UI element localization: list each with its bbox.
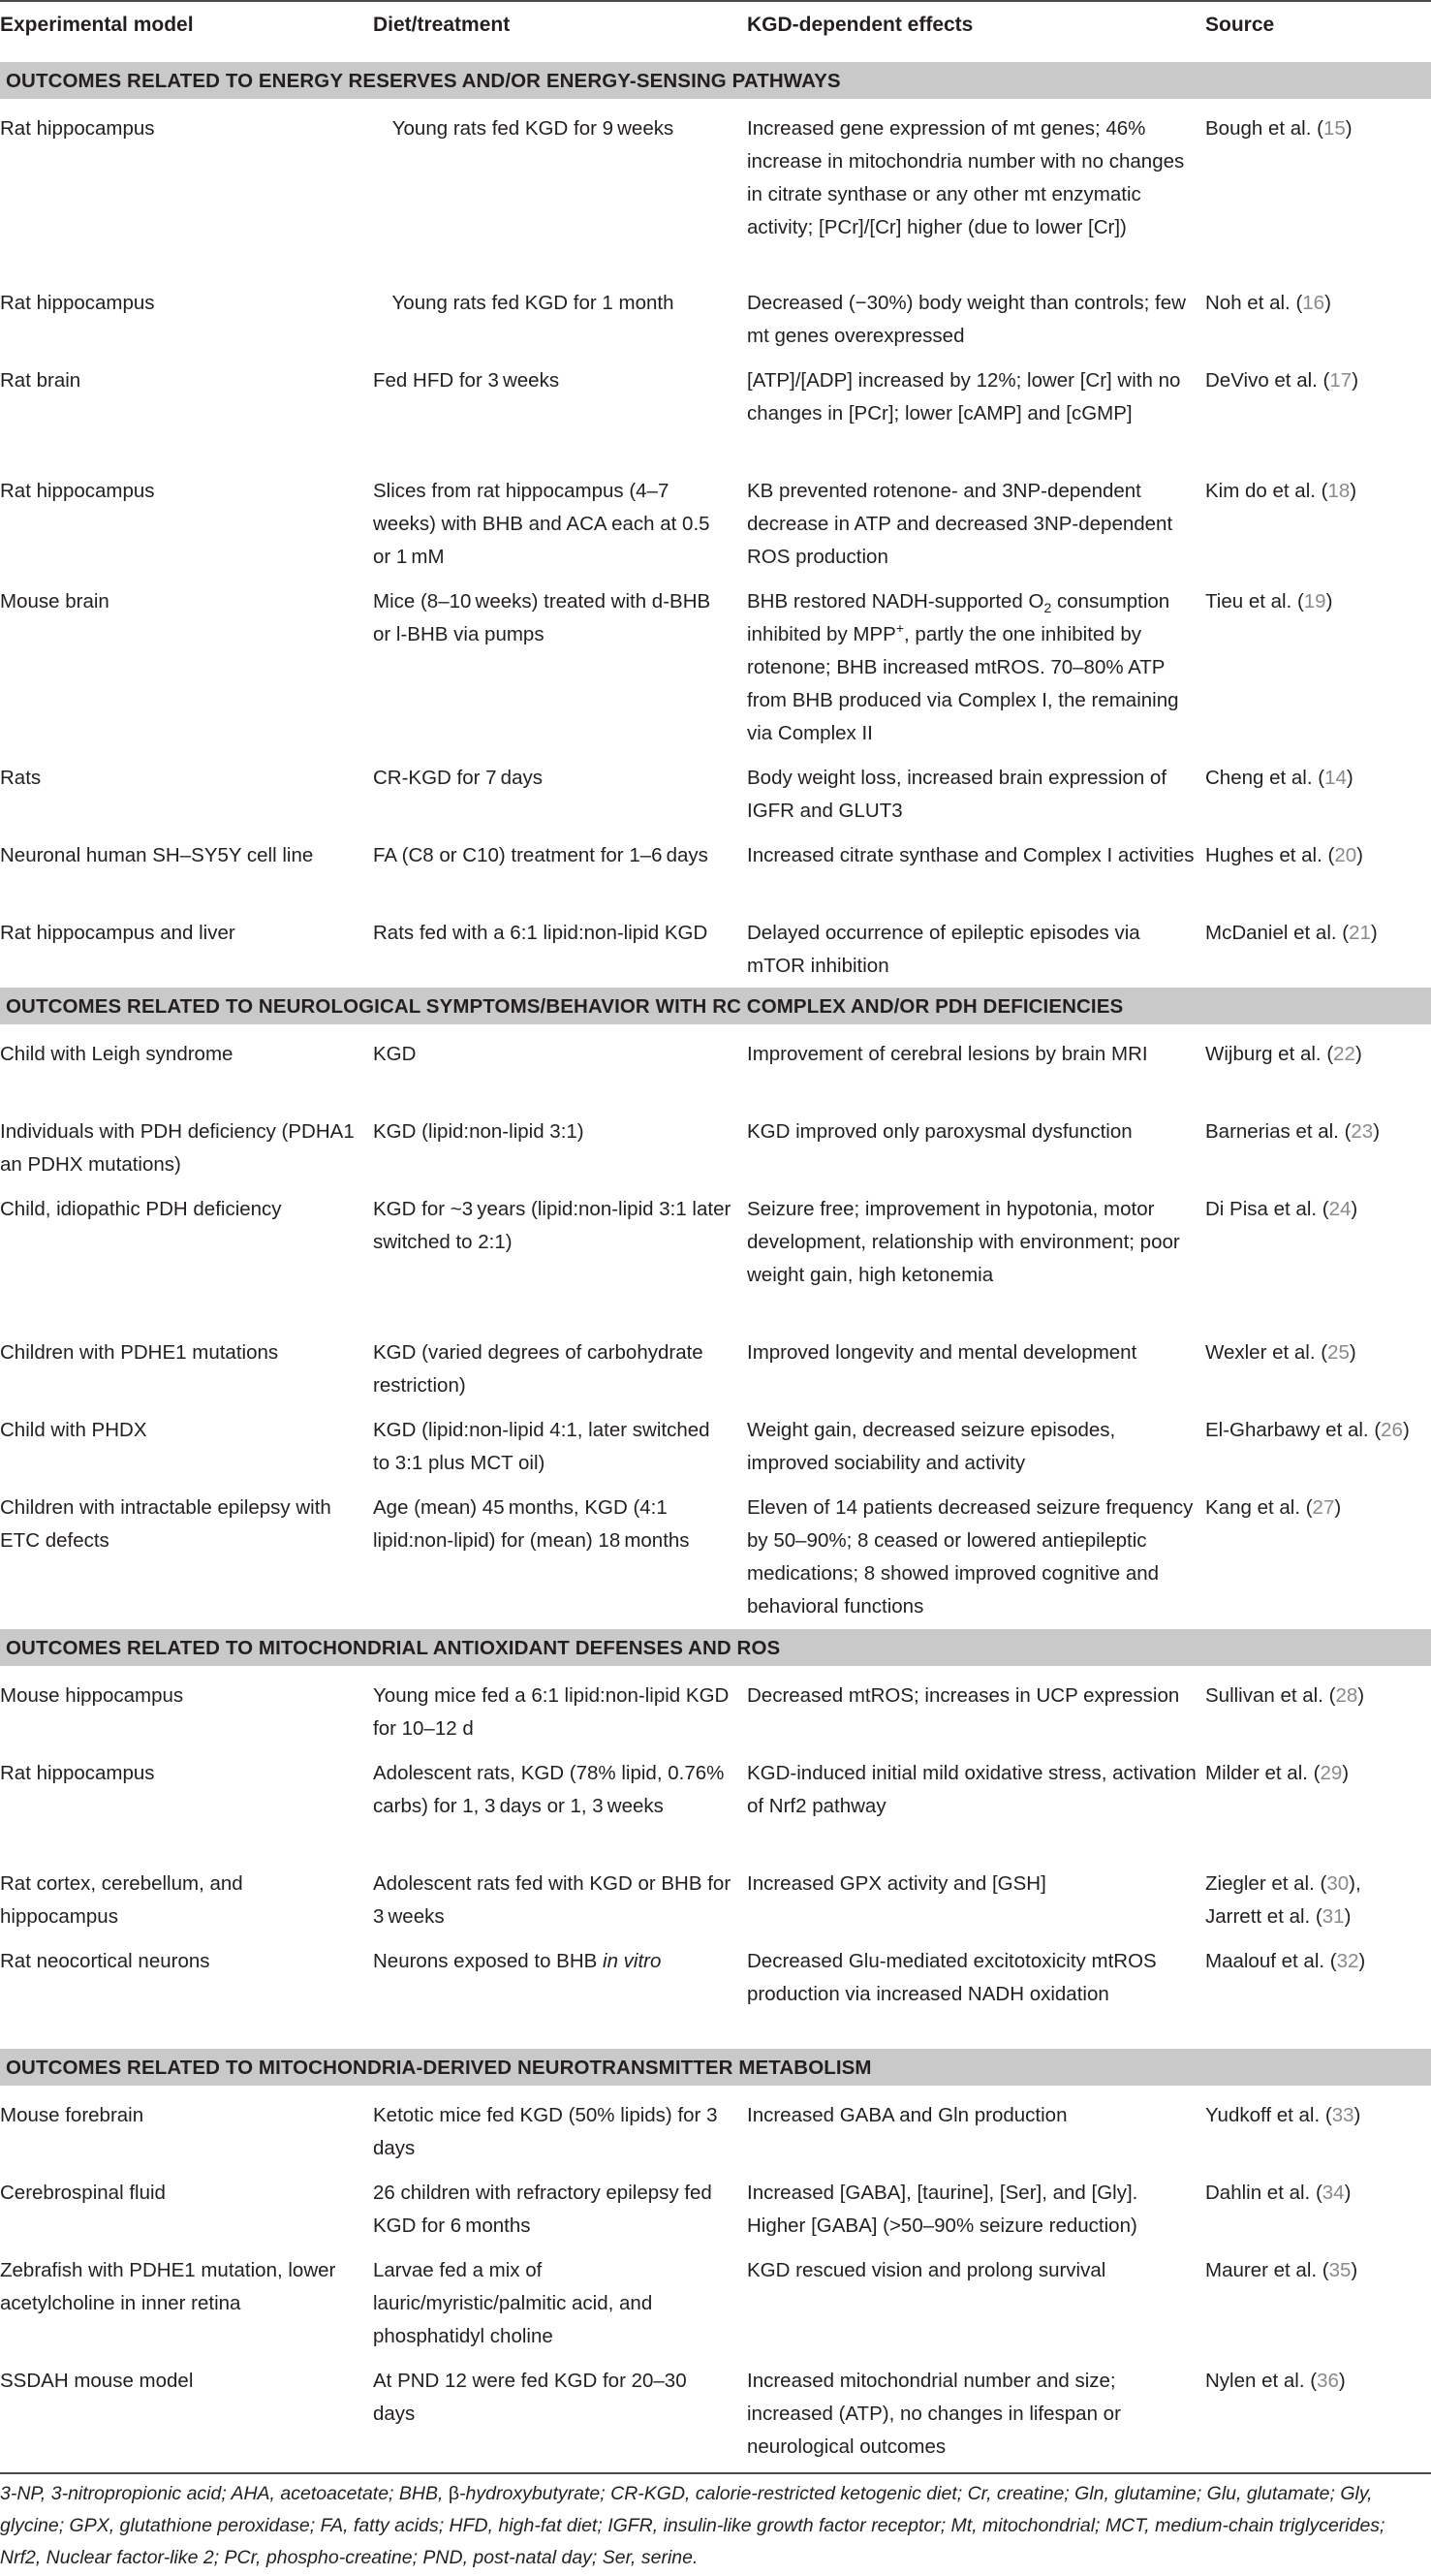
header-diet: Diet/treatment	[373, 14, 511, 36]
cell-source	[1205, 762, 1430, 795]
section-title: OUTCOMES RELATED TO MITOCHONDRIA-DERIVED NEUROTRANSMITTER METABOLISM	[6, 2057, 872, 2079]
cell-model: Individuals with PDH deficiency (PDHA1 an PDHX mutations)	[0, 1120, 355, 1176]
ref-link[interactable]: 27	[1312, 1496, 1335, 1519]
ref-link[interactable]: 32	[1336, 1950, 1359, 1972]
ref-link[interactable]: 25	[1327, 1341, 1350, 1364]
section-neurotransmitter-header	[0, 2049, 1431, 2086]
cell-source	[1205, 287, 1430, 320]
cell-effects: KB prevented rotenone- and 3NP-dependent decrease in ATP and decreased 3NP-dependent ROS production	[747, 480, 1173, 568]
cell-diet: Age (mean) 45 months, KGD (4:1 lipid:non-lipid) for (mean) 18 months	[373, 1496, 690, 1552]
cell-diet: Mice (8–10 weeks) treated with d-BHB or l-BHB via pumps	[373, 590, 711, 645]
cell-model: Child with Leigh syndrome	[0, 1043, 233, 1065]
source-end: )	[1357, 1684, 1365, 1707]
cell-diet: Fed HFD for 3 weeks	[373, 369, 560, 392]
source-end: )	[1344, 2182, 1352, 2204]
source-text: Sullivan et al. (	[1205, 1684, 1336, 1707]
section-title: OUTCOMES RELATED TO NEUROLOGICAL SYMPTOMS/BEHAVIOR WITH RC COMPLEX AND/OR PDH DEFICIENCIES	[6, 995, 1124, 1018]
source-text: Kang et al. (	[1205, 1496, 1313, 1519]
section-title: OUTCOMES RELATED TO MITOCHONDRIAL ANTIOXIDANT DEFENSES AND ROS	[6, 1637, 781, 1659]
source-end: )	[1358, 1950, 1366, 1972]
source-end: )	[1334, 1496, 1342, 1519]
source-end: )	[1354, 1043, 1362, 1065]
source-text: Maurer et al. (	[1205, 2259, 1329, 2281]
ref-link[interactable]: 36	[1317, 2370, 1339, 2392]
table-header-row	[0, 0, 1431, 54]
cell-model: Child, idiopathic PDH deficiency	[0, 1198, 282, 1220]
ref-link[interactable]: 23	[1351, 1120, 1374, 1143]
cell-model: Rat hippocampus and liver	[0, 922, 235, 944]
cell-model: Children with intractable epilepsy with ETC defects	[0, 1496, 331, 1552]
cell-effects: KGD rescued vision and prolong survival	[747, 2259, 1106, 2281]
cell-source	[1205, 2365, 1430, 2398]
source-text: Noh et al. (	[1205, 292, 1303, 314]
cell-effects: Increased citrate synthase and Complex I activities	[747, 844, 1195, 866]
effects-part: BHB restored NADH-supported O	[747, 590, 1044, 613]
cell-diet: Slices from rat hippocampus (4–7 weeks) with BHB and ACA each at 0.5 or 1 mM	[373, 480, 710, 568]
cell-source	[1205, 112, 1430, 145]
cell-source	[1205, 2177, 1430, 2210]
cell-model: Rat brain	[0, 369, 81, 392]
cell-diet: CR-KGD for 7 days	[373, 767, 543, 789]
ref-link[interactable]: 28	[1335, 1684, 1358, 1707]
cell-effects: Decreased mtROS; increases in UCP expression	[747, 1684, 1180, 1707]
bottom-rule	[0, 2472, 1431, 2474]
cell-source	[1205, 1680, 1430, 1712]
ref-link[interactable]: 31	[1322, 1905, 1345, 1928]
effects-part: , partly the one inhibited by rotenone; BHB increased mtROS. 70–80% ATP from BHB produced via Complex I, the remaining via Complex II	[747, 623, 1179, 744]
ref-link[interactable]: 21	[1349, 922, 1371, 944]
ref-link[interactable]: 20	[1334, 844, 1357, 866]
cell-diet: Larvae fed a mix of lauric/myristic/palmitic acid, and phosphatidyl choline	[373, 2259, 653, 2347]
cell-model: Rat hippocampus	[0, 480, 155, 502]
cell-source	[1205, 839, 1430, 872]
cell-model: Children with PDHE1 mutations	[0, 1341, 279, 1364]
source-text: Nylen et al. (	[1205, 2370, 1318, 2392]
cell-model: Rat cortex, cerebellum, and hippocampus	[0, 1872, 243, 1928]
cell-model: Mouse hippocampus	[0, 1684, 184, 1707]
cell-effects: Increased GPX activity and [GSH]	[747, 1872, 1046, 1895]
source-end: )	[1356, 844, 1363, 866]
source-text: Bough et al. (	[1205, 117, 1323, 140]
cell-effects: Delayed occurrence of epileptic episodes via mTOR inhibition	[747, 922, 1140, 977]
header-source: Source	[1205, 14, 1275, 36]
source-end: )	[1346, 767, 1353, 789]
cell-model: Child with PHDX	[0, 1419, 147, 1441]
effects-part: consumption inhibited by MPP	[747, 590, 1170, 645]
cell-model: Rat hippocampus	[0, 1762, 155, 1784]
cell-source	[1205, 1193, 1430, 1226]
cell-source	[1205, 1757, 1430, 1790]
cell-effects: KGD-induced initial mild oxidative stress, activation of Nrf2 pathway	[747, 1762, 1197, 1817]
cell-model: Neuronal human SH–SY5Y cell line	[0, 844, 314, 866]
ref-link[interactable]: 22	[1333, 1043, 1355, 1065]
cell-diet: Adolescent rats fed with KGD or BHB for 3 weeks	[373, 1872, 731, 1928]
cell-source	[1205, 475, 1430, 508]
cell-effects: Decreased (−30%) body weight than controls; few mt genes overexpressed	[747, 292, 1186, 347]
source-text: Maalouf et al. (	[1205, 1950, 1337, 1972]
source-text: Cheng et al. (	[1205, 767, 1325, 789]
source-end: )	[1345, 117, 1353, 140]
cell-source	[1205, 1038, 1430, 1071]
cell-model: Mouse brain	[0, 590, 109, 613]
cell-diet: Young rats fed KGD for 1 month	[391, 292, 674, 314]
cell-diet: At PND 12 were fed KGD for 20–30 days	[373, 2370, 691, 2425]
cell-diet: FA (C8 or C10) treatment for 1–6 days	[373, 844, 708, 866]
section-title: OUTCOMES RELATED TO ENERGY RESERVES AND/OR ENERGY-SENSING PATHWAYS	[6, 70, 841, 92]
cell-diet: Rats fed with a 6:1 lipid:non-lipid KGD	[373, 922, 708, 944]
cell-diet: KGD (lipid:non-lipid 4:1, later switched to 3:1 plus MCT oil)	[373, 1419, 710, 1474]
ref-link[interactable]: 34	[1322, 2182, 1345, 2204]
cell-effects: Eleven of 14 patients decreased seizure frequency by 50–90%; 8 ceased or lowered antiepileptic medications; 8 showed improved cognitive and behavioral functions	[747, 1496, 1194, 1618]
source-text: DeVivo et al. (	[1205, 369, 1330, 392]
cell-effects: Weight gain, decreased seizure episodes, improved sociability and activity	[747, 1419, 1116, 1474]
source-end: )	[1353, 2104, 1361, 2126]
ref-link[interactable]: 29	[1320, 1762, 1343, 1784]
source-end: )	[1370, 922, 1378, 944]
cell-model: SSDAH mouse model	[0, 2370, 194, 2392]
cell-source	[1205, 585, 1430, 618]
source-text: Wexler et al. (	[1205, 1341, 1328, 1364]
cell-source	[1205, 1336, 1430, 1369]
diet-part: Neurons exposed to BHB	[373, 1950, 604, 1972]
cell-effects: Seizure free; improvement in hypotonia, motor development, relationship with environment; poor weight gain, high ketonemia	[747, 1198, 1180, 1286]
source-text: Ziegler et al. (	[1205, 1872, 1327, 1895]
cell-source	[1205, 2254, 1430, 2287]
source-end: )	[1373, 1120, 1381, 1143]
subscript: 2	[1043, 600, 1052, 616]
cell-model: Mouse forebrain	[0, 2104, 144, 2126]
source-end: )	[1342, 1762, 1350, 1784]
ref-link[interactable]: 33	[1331, 2104, 1354, 2126]
cell-source	[1205, 1492, 1430, 1524]
cell-effects: Increased gene expression of mt genes; 46% increase in mitochondria number with no changes in citrate synthase or any other mt enzymatic activity; [PCr]/[Cr] higher (due to lower [Cr])	[747, 117, 1185, 238]
cell-diet: KGD for ~3 years (lipid:non-lipid 3:1 later switched to 2:1)	[373, 1198, 731, 1253]
cell-effects: Improved longevity and mental development	[747, 1341, 1137, 1364]
source-text: Yudkoff et al. (	[1205, 2104, 1332, 2126]
ref-link[interactable]: 26	[1381, 1419, 1403, 1441]
footnote-part: -hydroxybutyrate; CR-KGD, calorie-restricted ketogenic diet; Cr, creatine; Gln, glutamine; Glu, glutamate; Gly, glycine; GPX, glutathione peroxidase; FA, fatty acids; HFD, high-fat diet; IGFR, insulin-like growth factor receptor; Mt, mitochondrial; MCT, medium-chain triglycerides; Nrf2, Nuclear factor-like 2; PCr, phospho-creatine; PND, post-natal day; Ser, serine.	[0, 2483, 1385, 2568]
ref-link[interactable]: 19	[1303, 590, 1326, 613]
source-text: Milder et al. (	[1205, 1762, 1321, 1784]
source-text: Jarrett et al. (	[1205, 1905, 1322, 1928]
ref-link[interactable]: 17	[1329, 369, 1353, 392]
cell-model: Rat hippocampus	[0, 292, 155, 314]
section-neurological-header	[0, 988, 1431, 1024]
header-effects: KGD-dependent effects	[747, 14, 974, 36]
source-text: Di Pisa et al. (	[1205, 1198, 1329, 1220]
ref-link[interactable]: 14	[1324, 767, 1347, 789]
source-end: )	[1350, 480, 1357, 502]
source-end: )	[1349, 1341, 1356, 1364]
source-text: Kim do et al. (	[1205, 480, 1328, 502]
cell-effects: Increased mitochondrial number and size; increased (ATP), no changes in lifespan or neurological outcomes	[747, 2370, 1121, 2458]
cell-effects: [ATP]/[ADP] increased by 12%; lower [Cr] with no changes in [PCr]; lower [cAMP] and [cGMP]	[747, 369, 1181, 424]
ref-link[interactable]: 35	[1328, 2259, 1352, 2281]
cell-diet: KGD	[373, 1043, 417, 1065]
ref-link[interactable]: 16	[1302, 292, 1325, 314]
cell-model: Rat hippocampus	[0, 117, 155, 140]
source-end: )	[1351, 2259, 1358, 2281]
superscript: +	[895, 620, 905, 637]
cell-diet: KGD (lipid:non-lipid 3:1)	[373, 1120, 584, 1143]
source-end: ),	[1349, 1872, 1361, 1895]
cell-model: Cerebrospinal fluid	[0, 2182, 166, 2204]
cell-source	[1205, 1115, 1430, 1148]
cell-diet: Young rats fed KGD for 9 weeks	[391, 117, 674, 140]
source-end: )	[1402, 1419, 1410, 1441]
source-end: )	[1325, 590, 1333, 613]
cell-source	[1205, 917, 1430, 950]
source-text: Dahlin et al. (	[1205, 2182, 1322, 2204]
source-text: El-Gharbawy et al. (	[1205, 1419, 1382, 1441]
cell-source	[1205, 2099, 1430, 2132]
ref-link[interactable]: 30	[1326, 1872, 1350, 1895]
cell-effects: KGD improved only paroxysmal dysfunction	[747, 1120, 1133, 1143]
cell-diet: Adolescent rats, KGD (78% lipid, 0.76% carbs) for 1, 3 days or 1, 3 weeks	[373, 1762, 725, 1817]
cell-diet: Young mice fed a 6:1 lipid:non-lipid KGD for 10–12 d	[373, 1684, 730, 1740]
section-energy-header	[0, 62, 1431, 99]
diet-italic: in vitro	[603, 1950, 662, 1972]
cell-effects: Improvement of cerebral lesions by brain MRI	[747, 1043, 1148, 1065]
table-footnote	[0, 2478, 1431, 2574]
ref-link[interactable]: 24	[1328, 1198, 1352, 1220]
cell-model: Zebrafish with PDHE1 mutation, lower acetylcholine in inner retina	[0, 2259, 336, 2314]
source-text: Barnerias et al. (	[1205, 1120, 1352, 1143]
cell-diet: 26 children with refractory epilepsy fed KGD for 6 months	[373, 2182, 712, 2237]
cell-diet: Ketotic mice fed KGD (50% lipids) for 3 days	[373, 2104, 722, 2159]
cell-source	[1205, 1945, 1430, 1978]
footnote-beta: β	[448, 2483, 460, 2504]
source-text: Hughes et al. (	[1205, 844, 1335, 866]
cell-effects: Increased [GABA], [taurine], [Ser], and [Gly]. Higher [GABA] (>50–90% seizure reduction)	[747, 2182, 1138, 2237]
source-end: )	[1351, 1198, 1358, 1220]
source-end: )	[1338, 2370, 1346, 2392]
ref-link[interactable]: 18	[1327, 480, 1351, 502]
ref-link[interactable]: 15	[1322, 117, 1346, 140]
cell-effects: Increased GABA and Gln production	[747, 2104, 1068, 2126]
source-end: )	[1324, 292, 1331, 314]
cell-model: Rats	[0, 767, 42, 789]
header-model: Experimental model	[0, 14, 194, 36]
cell-source	[1205, 1414, 1430, 1447]
source-text: Wijburg et al. (	[1205, 1043, 1334, 1065]
source-text: Tieu et al. (	[1205, 590, 1304, 613]
cell-source	[1205, 364, 1430, 397]
source-text: McDaniel et al. (	[1205, 922, 1350, 944]
footnote-part: 3-NP, 3-nitropropionic acid; AHA, acetoacetate; BHB,	[0, 2483, 449, 2504]
source-end: )	[1352, 369, 1359, 392]
cell-diet: KGD (varied degrees of carbohydrate restriction)	[373, 1341, 703, 1397]
cell-diet	[373, 1945, 731, 1978]
source-end: )	[1344, 1905, 1352, 1928]
section-antioxidant-header	[0, 1629, 1431, 1666]
cell-model: Rat neocortical neurons	[0, 1950, 210, 1972]
cell-effects	[747, 585, 1198, 750]
cell-effects: Body weight loss, increased brain expression of IGFR and GLUT3	[747, 767, 1167, 822]
cell-source	[1205, 1868, 1430, 1933]
cell-effects: Decreased Glu-mediated excitotoxicity mtROS production via increased NADH oxidation	[747, 1950, 1157, 2005]
